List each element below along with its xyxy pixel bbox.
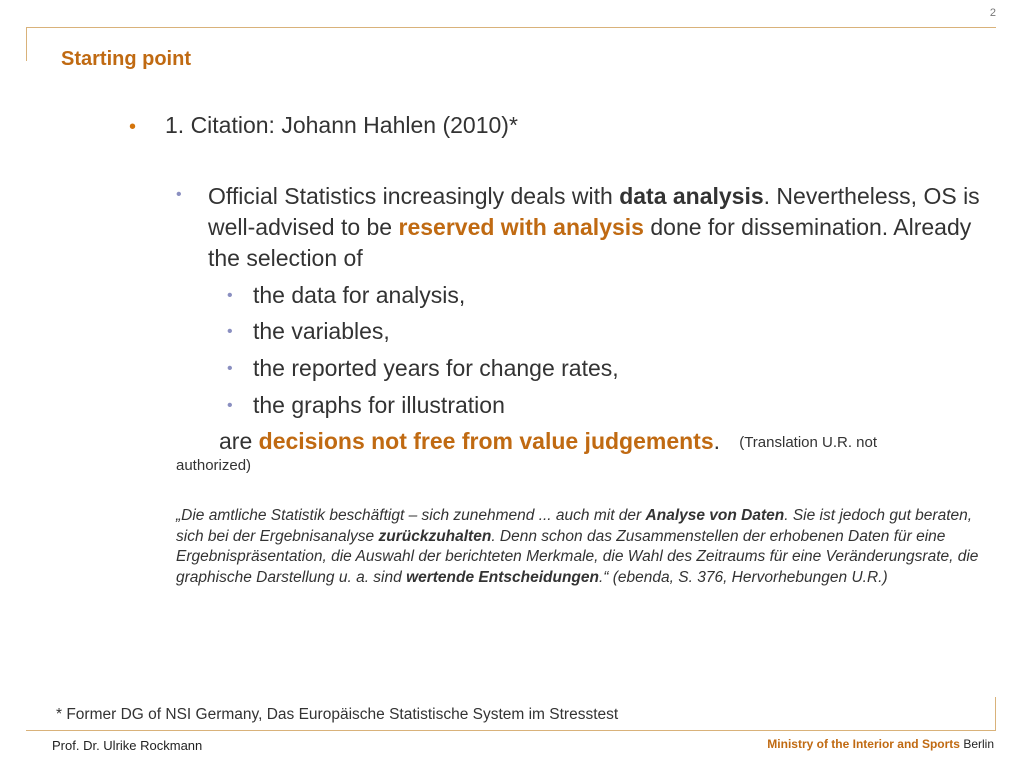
translation-note: (Translation U.R. not [739, 434, 878, 451]
quote-text: . Sie ist jedoch gut beraten, sich bei der Ergebnisanalyse [176, 507, 973, 545]
list-item-text: the variables, [253, 318, 390, 344]
emphasis-value-judgements: decisions not free from value judgements [258, 428, 714, 454]
list-item-text: the reported years for change rates, [253, 355, 619, 381]
ministry-city: Berlin [963, 737, 994, 751]
conclusion-text: . [713, 428, 721, 454]
paragraph-text: Official Statistics increasingly deals with [208, 183, 620, 209]
frame-bottom-line [26, 730, 996, 731]
list-item [227, 355, 619, 382]
citation-paragraph [208, 181, 1008, 274]
list-item-text: the data for analysis, [253, 282, 466, 308]
frame-top-line [26, 27, 996, 28]
list-item [227, 318, 390, 345]
list-item-text: the graphs for illustration [253, 392, 505, 418]
ministry-name: Ministry of the Interior and Sports [767, 737, 960, 751]
citation-heading: 1. Citation: Johann Hahlen (2010)* [165, 112, 518, 138]
emphasis-data-analysis: data analysis [619, 183, 764, 209]
quote-emphasis: zurückzuhalten [378, 527, 492, 545]
translation-note-cont: authorized) [176, 457, 252, 474]
footer-ministry [767, 737, 994, 751]
list-bullet: • [227, 323, 233, 340]
level1-bullet: • [129, 116, 137, 138]
list-bullet: • [227, 360, 233, 377]
footnote: * Former DG of NSI Germany, Das Europäische Statistische System im Stresstest [56, 706, 619, 723]
list-bullet: • [227, 397, 233, 414]
quote-text: „Die amtliche Statistik beschäftigt – sich zunehmend ... auch mit der [176, 507, 646, 524]
emphasis-reserved-with-analysis: reserved with analysis [398, 214, 644, 240]
frame-left-line [26, 27, 27, 61]
frame-right-line [995, 697, 996, 731]
list-item [227, 282, 465, 309]
german-quote [176, 506, 1001, 588]
footer-author: Prof. Dr. Ulrike Rockmann [52, 738, 203, 753]
list-bullet: • [227, 287, 233, 304]
quote-emphasis: Analyse von Daten [645, 507, 785, 524]
conclusion-text: are [219, 428, 259, 454]
conclusion-line [176, 427, 976, 475]
paragraph-text: . Nevertheless, OS is well-advised to be [208, 183, 980, 240]
page-number: 2 [989, 7, 996, 19]
slide-title: Starting point [61, 48, 191, 70]
quote-emphasis: wertende Entscheidungen [406, 568, 599, 586]
paragraph-text: done for dissemination. Already the selection of [208, 214, 972, 271]
list-item [227, 392, 505, 419]
level2-bullet: • [176, 186, 182, 203]
quote-text: . Denn schon das Zusammenstellen der erhobenen Daten für eine Ergebnispräsentation, die Auswahl der berichteten Merkmale, die Wahl des Zeitraums für eine Veränderungsrate, die graphische Darstellung u. a. sind [176, 527, 979, 586]
quote-text: .“ (ebenda, S. 376, Hervorhebungen U.R.) [598, 568, 888, 586]
